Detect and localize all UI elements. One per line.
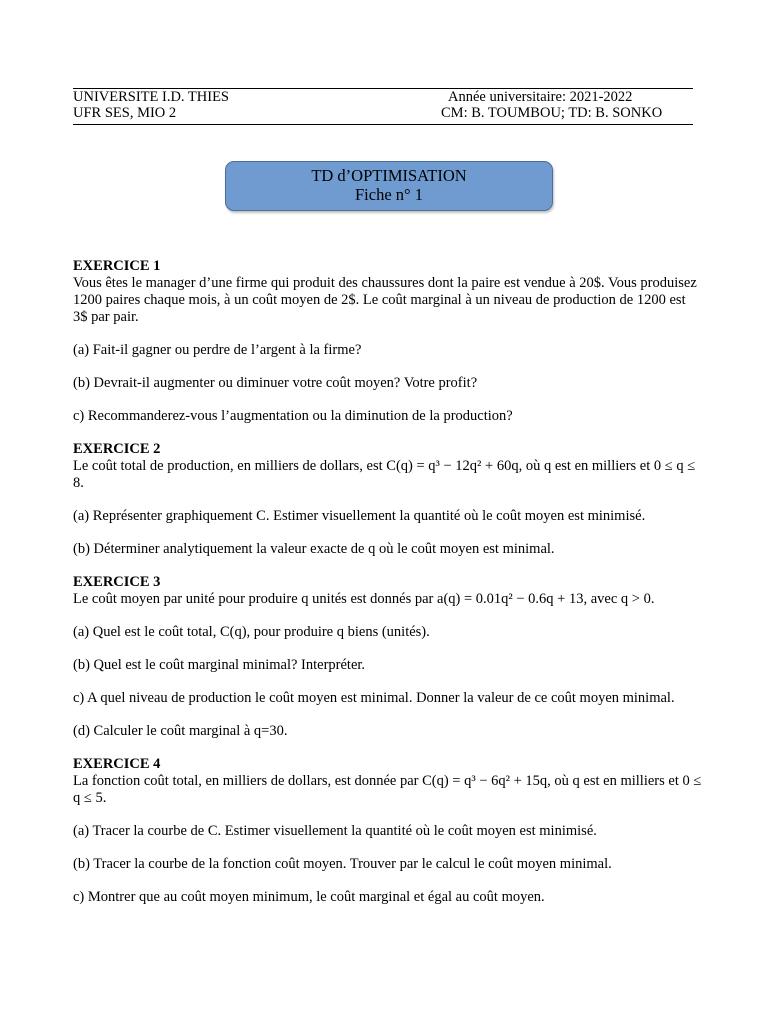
- exercise-title: EXERCICE 1: [73, 258, 161, 274]
- question: (a) Fait-il gagner ou perdre de l’argent à la firme?: [73, 342, 362, 358]
- academic-year: Année universitaire: 2021-2022: [448, 89, 633, 105]
- question: (b) Tracer la courbe de la fonction coût moyen. Trouver par le calcul le coût moyen minimal.: [73, 856, 612, 872]
- exercise-title: EXERCICE 3: [73, 574, 161, 590]
- sheet-number: Fiche n° 1: [354, 185, 423, 204]
- exercise-content: [73, 258, 703, 922]
- question: (b) Devrait-il augmenter ou diminuer votre coût moyen? Votre profit?: [73, 375, 478, 391]
- question: c) Recommanderez-vous l’augmentation ou la diminution de la production?: [73, 408, 513, 424]
- question: (a) Tracer la courbe de C. Estimer visuellement la quantité où le coût moyen est minimisé.: [73, 823, 597, 839]
- exercise-statement: Le coût moyen par unité pour produire q unités est donnés par a(q) = 0.01q² − 0.6q + 13, avec q > 0.: [73, 591, 655, 607]
- question: (b) Déterminer analytiquement la valeur exacte de q où le coût moyen est minimal.: [73, 541, 555, 557]
- exercise-statement: Le coût total de production, en milliers de dollars, est C(q) = q³ − 12q² + 60q, où q est en milliers et 0 ≤ q ≤ 8.: [73, 458, 696, 491]
- title-box: [225, 161, 553, 211]
- exercise-statement: La fonction coût total, en milliers de dollars, est donnée par C(q) = q³ − 6q² + 15q, où q est en milliers et 0 ≤ q ≤ 5.: [73, 773, 702, 806]
- question: (a) Représenter graphiquement C. Estimer visuellement la quantité où le coût moyen est minimisé.: [73, 508, 646, 524]
- exercise-4: [73, 756, 703, 906]
- faculty-name: UFR SES, MIO 2: [73, 105, 177, 121]
- question: (d) Calculer le coût marginal à q=30.: [73, 723, 288, 739]
- exercise-3: [73, 574, 703, 740]
- question: c) A quel niveau de production le coût moyen est minimal. Donner la valeur de ce coût moyen minimal.: [73, 690, 675, 706]
- document-title: TD d’OPTIMISATION: [311, 166, 467, 185]
- university-name: UNIVERSITE I.D. THIES: [73, 89, 229, 105]
- exercise-title: EXERCICE 4: [73, 756, 161, 772]
- question: (a) Quel est le coût total, C(q), pour produire q biens (unités).: [73, 624, 430, 640]
- exercise-2: [73, 441, 703, 558]
- question: (b) Quel est le coût marginal minimal? Interpréter.: [73, 657, 366, 673]
- exercise-title: EXERCICE 2: [73, 441, 161, 457]
- instructors: CM: B. TOUMBOU; TD: B. SONKO: [441, 105, 663, 121]
- header-bottom-rule: [73, 124, 693, 125]
- question: c) Montrer que au coût moyen minimum, le coût marginal et égal au coût moyen.: [73, 889, 545, 905]
- exercise-1: [73, 258, 703, 425]
- exercise-statement: Vous êtes le manager d’une firme qui produit des chaussures dont la paire est vendue à 20$. Vous produisez 1200 paires chaque mois, à un coût moyen de 2$. Le coût marginal à un niveau de production de 1200 est 3$ par pair.: [73, 275, 697, 325]
